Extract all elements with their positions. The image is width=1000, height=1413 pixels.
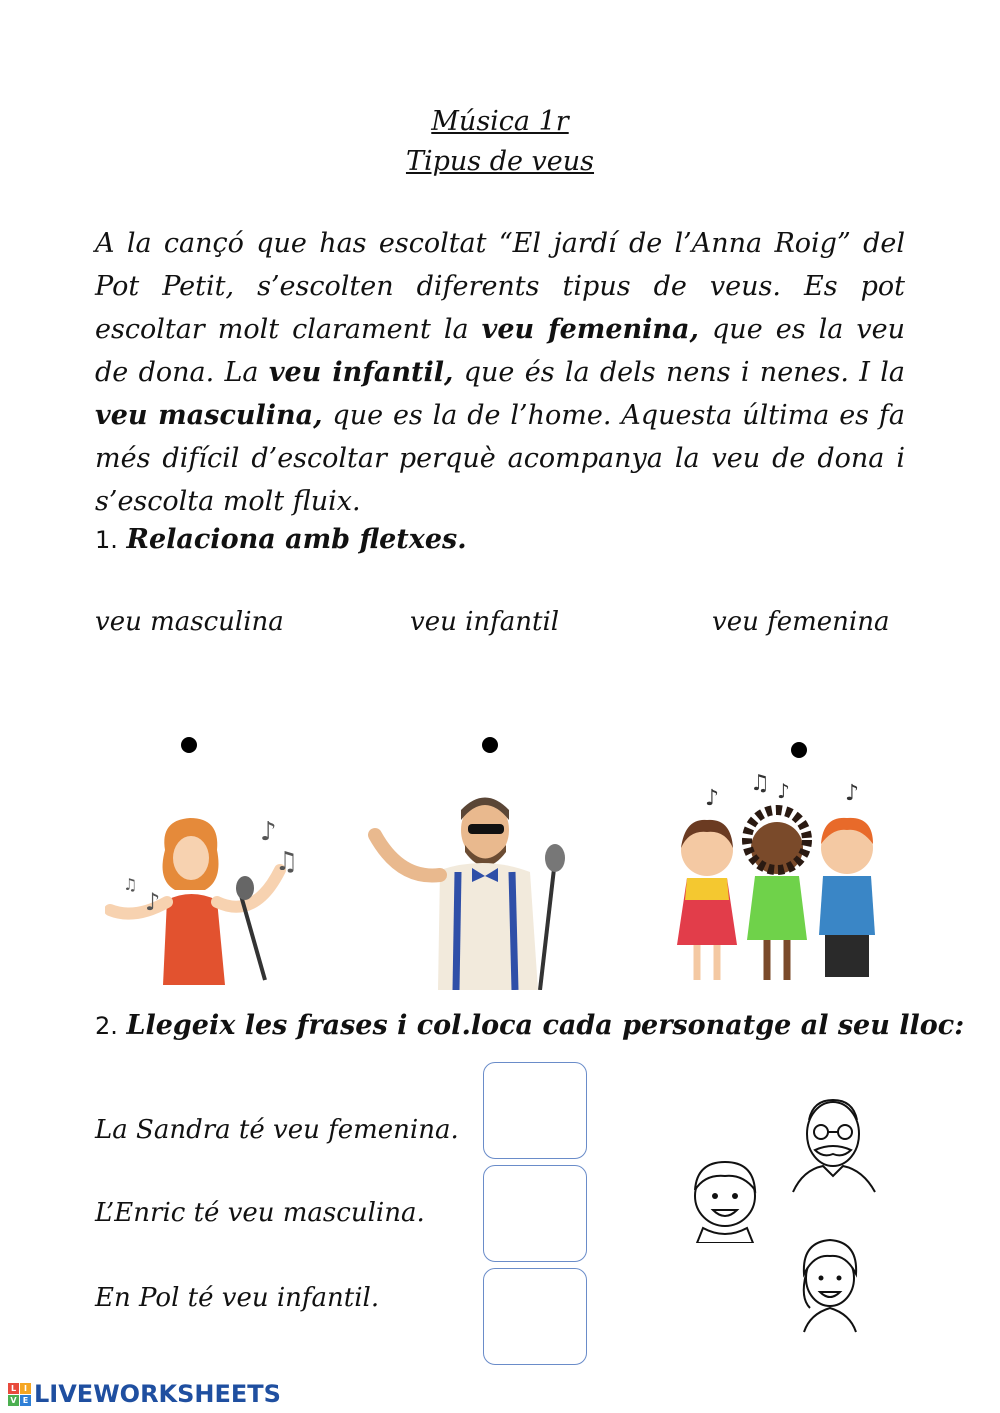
intro-bold-infant: veu infantil,: [268, 357, 454, 388]
match-label-infant[interactable]: veu infantil: [410, 607, 560, 637]
logo-letter: I: [20, 1383, 31, 1394]
match-dot-right[interactable]: [791, 742, 807, 758]
intro-paragraph: [95, 222, 905, 523]
svg-text:♪: ♪: [845, 781, 860, 806]
svg-text:♪: ♪: [705, 786, 720, 811]
match-label-masculine[interactable]: veu masculina: [95, 607, 284, 637]
singing-kids-icon: [665, 770, 890, 990]
logo-letter: V: [8, 1395, 19, 1406]
question-1: [95, 524, 467, 555]
svg-text:♪: ♪: [145, 888, 161, 916]
sentence-sandra: La Sandra té veu femenina.: [95, 1115, 459, 1145]
liveworksheets-logo: [8, 1380, 281, 1408]
svg-text:♪: ♪: [777, 779, 790, 803]
singing-woman-icon: [105, 810, 310, 985]
question-2: [95, 1010, 964, 1041]
girl-face-icon[interactable]: [790, 1228, 870, 1333]
svg-text:♫: ♫: [750, 771, 770, 796]
drop-box-pol[interactable]: [483, 1268, 587, 1365]
old-man-face-icon[interactable]: [783, 1092, 883, 1197]
singing-man-icon: [360, 790, 570, 990]
svg-text:♪: ♪: [260, 817, 277, 847]
drop-box-sandra[interactable]: [483, 1062, 587, 1159]
question-2-number: 2.: [95, 1012, 118, 1040]
drop-box-enric[interactable]: [483, 1165, 587, 1262]
logo-letter: E: [20, 1395, 31, 1406]
match-dot-center[interactable]: [482, 737, 498, 753]
svg-text:♫: ♫: [275, 847, 299, 877]
intro-text-1: A la cançó que has escoltat “El jardí de l’Anna Roig” del Pot Petit, s’escolten diferents tipus de veus. Es pot escoltar molt clarament la: [95, 228, 905, 345]
intro-bold-masculine: veu masculina,: [95, 400, 323, 431]
brand-name: LIVEWORKSHEETS: [34, 1380, 281, 1408]
svg-text:♫: ♫: [123, 875, 138, 894]
intro-text-2: que es la veu de dona. La: [95, 314, 905, 388]
match-dot-left[interactable]: [181, 737, 197, 753]
logo-letter: L: [8, 1383, 19, 1394]
page-subtitle: Tipus de veus: [405, 146, 595, 177]
question-2-text: Llegeix les frases i col.loca cada personatge al seu lloc:: [126, 1010, 965, 1041]
logo-grid-icon: [8, 1383, 31, 1406]
intro-text-4: que es la de l’home. Aquesta última es fa més difícil d’escoltar perquè acompanya la veu de dona i s’escolta molt fluix.: [95, 400, 905, 517]
intro-bold-feminine: veu femenina,: [481, 314, 699, 345]
page-title: Música 1r: [431, 106, 569, 137]
match-label-feminine[interactable]: veu femenina: [712, 607, 890, 637]
intro-text-3: que és la dels nens i nenes. I la: [453, 357, 905, 388]
sentence-pol: En Pol té veu infantil.: [95, 1283, 380, 1313]
boy-face-icon[interactable]: [683, 1148, 768, 1243]
sentence-enric: L’Enric té veu masculina.: [95, 1198, 425, 1228]
question-1-number: 1.: [95, 526, 118, 554]
question-1-text: Relaciona amb fletxes.: [126, 524, 467, 555]
